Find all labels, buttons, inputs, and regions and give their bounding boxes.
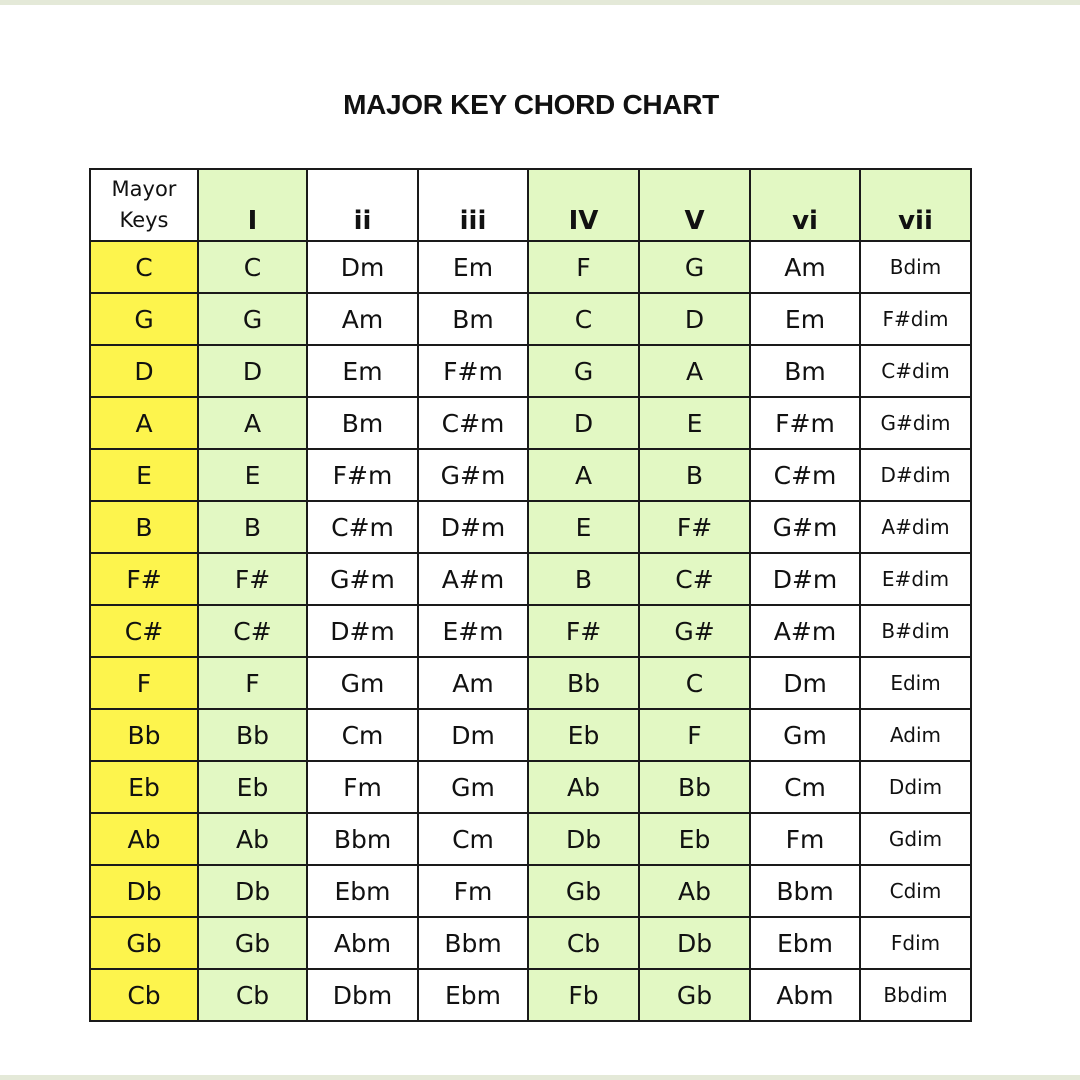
chord-cell: Dbm (307, 969, 418, 1021)
table-row (90, 917, 971, 969)
chord-cell: Am (750, 241, 860, 293)
chord-cell: Fdim (860, 917, 971, 969)
chord-table-body (90, 241, 971, 1021)
key-cell: Db (90, 865, 198, 917)
chord-cell: Eb (198, 761, 307, 813)
chord-cell: Cm (750, 761, 860, 813)
chord-cell: Fm (750, 813, 860, 865)
chord-cell: C# (639, 553, 750, 605)
chord-cell: Abm (750, 969, 860, 1021)
chord-cell: Gdim (860, 813, 971, 865)
chord-cell: G# (639, 605, 750, 657)
chord-cell: Am (418, 657, 528, 709)
chord-cell: G#m (418, 449, 528, 501)
chord-cell: F# (528, 605, 639, 657)
key-cell: Ab (90, 813, 198, 865)
chord-cell: F# (639, 501, 750, 553)
chord-cell: Bm (750, 345, 860, 397)
chord-cell: Cb (528, 917, 639, 969)
table-row (90, 501, 971, 553)
chord-cell: C (198, 241, 307, 293)
chord-table (89, 168, 972, 1022)
key-cell: G (90, 293, 198, 345)
chord-cell: Gm (750, 709, 860, 761)
chord-cell: Ab (528, 761, 639, 813)
chord-cell: Eb (528, 709, 639, 761)
chord-cell: Cdim (860, 865, 971, 917)
chord-cell: Ebm (418, 969, 528, 1021)
major-keys-header-line1: Mayor (111, 177, 177, 201)
chord-cell: G#m (750, 501, 860, 553)
chord-cell: Bb (198, 709, 307, 761)
chord-cell: D (528, 397, 639, 449)
chord-cell: C#m (750, 449, 860, 501)
chord-cell: Gm (418, 761, 528, 813)
chord-cell: Cb (198, 969, 307, 1021)
chord-cell: F (198, 657, 307, 709)
chord-cell: F#m (750, 397, 860, 449)
chord-cell: Gb (639, 969, 750, 1021)
chord-cell: F# (198, 553, 307, 605)
chord-cell: B (528, 553, 639, 605)
header-row (90, 169, 971, 241)
chord-cell: Em (307, 345, 418, 397)
table-row (90, 449, 971, 501)
chord-cell: D#m (750, 553, 860, 605)
chord-cell: Edim (860, 657, 971, 709)
degree-header-ii: ii (307, 169, 418, 241)
chord-cell: E (639, 397, 750, 449)
chord-cell: C#m (418, 397, 528, 449)
chord-cell: Abm (307, 917, 418, 969)
chord-cell: Eb (639, 813, 750, 865)
chord-cell: A (528, 449, 639, 501)
chord-cell: D#m (307, 605, 418, 657)
chord-cell: F#m (307, 449, 418, 501)
table-row (90, 709, 971, 761)
table-row (90, 553, 971, 605)
chord-cell: G#m (307, 553, 418, 605)
chord-cell: Ab (198, 813, 307, 865)
chord-cell: Dm (750, 657, 860, 709)
chord-cell: Db (198, 865, 307, 917)
chord-cell: Bbm (418, 917, 528, 969)
chord-cell: E#m (418, 605, 528, 657)
chord-cell: Bb (639, 761, 750, 813)
chord-cell: D#dim (860, 449, 971, 501)
chord-cell: F (639, 709, 750, 761)
chord-cell: Bm (418, 293, 528, 345)
degree-header-I: I (198, 169, 307, 241)
chord-cell: Bm (307, 397, 418, 449)
key-cell: Eb (90, 761, 198, 813)
key-cell: F (90, 657, 198, 709)
key-cell: A (90, 397, 198, 449)
major-keys-header (90, 169, 198, 241)
chord-cell: Bb (528, 657, 639, 709)
degree-header-vi: vi (750, 169, 860, 241)
key-cell: C# (90, 605, 198, 657)
key-cell: C (90, 241, 198, 293)
chord-cell: Fm (418, 865, 528, 917)
degree-header-V: V (639, 169, 750, 241)
chord-cell: A#dim (860, 501, 971, 553)
table-row (90, 241, 971, 293)
chord-cell: F#dim (860, 293, 971, 345)
degree-header-IV: IV (528, 169, 639, 241)
chord-cell: C#dim (860, 345, 971, 397)
chord-cell: Bdim (860, 241, 971, 293)
chord-cell: Ebm (307, 865, 418, 917)
chart-title: MAJOR KEY CHORD CHART (343, 89, 719, 120)
chord-cell: Gb (198, 917, 307, 969)
chord-cell: Em (750, 293, 860, 345)
major-keys-header-line2: Keys (119, 208, 169, 232)
table-row (90, 293, 971, 345)
chord-cell: B (639, 449, 750, 501)
chord-cell: A (639, 345, 750, 397)
chord-cell: Ab (639, 865, 750, 917)
chord-cell: Db (528, 813, 639, 865)
chord-cell: Dm (307, 241, 418, 293)
key-cell: D (90, 345, 198, 397)
key-cell: E (90, 449, 198, 501)
chord-cell: E#dim (860, 553, 971, 605)
chord-cell: D#m (418, 501, 528, 553)
chord-cell: G (528, 345, 639, 397)
chord-cell: D (639, 293, 750, 345)
chord-cell: Fb (528, 969, 639, 1021)
chord-cell: Bbdim (860, 969, 971, 1021)
table-row (90, 813, 971, 865)
chord-cell: Bbm (750, 865, 860, 917)
chord-cell: C (639, 657, 750, 709)
table-row (90, 605, 971, 657)
table-row (90, 345, 971, 397)
table-row (90, 969, 971, 1021)
chord-cell: G#dim (860, 397, 971, 449)
key-cell: B (90, 501, 198, 553)
chord-cell: F#m (418, 345, 528, 397)
chord-cell: G (639, 241, 750, 293)
chord-cell: Fm (307, 761, 418, 813)
chord-cell: B#dim (860, 605, 971, 657)
chord-cell: D (198, 345, 307, 397)
chord-cell: C# (198, 605, 307, 657)
chord-cell: A (198, 397, 307, 449)
table-row (90, 761, 971, 813)
chord-cell: Db (639, 917, 750, 969)
chord-cell: Gb (528, 865, 639, 917)
chord-cell: Am (307, 293, 418, 345)
chord-cell: G (198, 293, 307, 345)
degree-header-iii: iii (418, 169, 528, 241)
chord-cell: Ddim (860, 761, 971, 813)
chord-cell: Bbm (307, 813, 418, 865)
chord-cell: Dm (418, 709, 528, 761)
chord-cell: A#m (418, 553, 528, 605)
chord-cell: C (528, 293, 639, 345)
chord-cell: Ebm (750, 917, 860, 969)
degree-header-vii: vii (860, 169, 971, 241)
chord-cell: C#m (307, 501, 418, 553)
chord-cell: Cm (418, 813, 528, 865)
chord-cell: Cm (307, 709, 418, 761)
chord-cell: B (198, 501, 307, 553)
chord-cell: F (528, 241, 639, 293)
chord-cell: Em (418, 241, 528, 293)
table-row (90, 657, 971, 709)
chord-cell: E (198, 449, 307, 501)
chord-cell: Gm (307, 657, 418, 709)
key-cell: Cb (90, 969, 198, 1021)
table-row (90, 397, 971, 449)
chord-cell: E (528, 501, 639, 553)
table-row (90, 865, 971, 917)
key-cell: Gb (90, 917, 198, 969)
chord-cell: A#m (750, 605, 860, 657)
chord-cell: Adim (860, 709, 971, 761)
key-cell: F# (90, 553, 198, 605)
key-cell: Bb (90, 709, 198, 761)
